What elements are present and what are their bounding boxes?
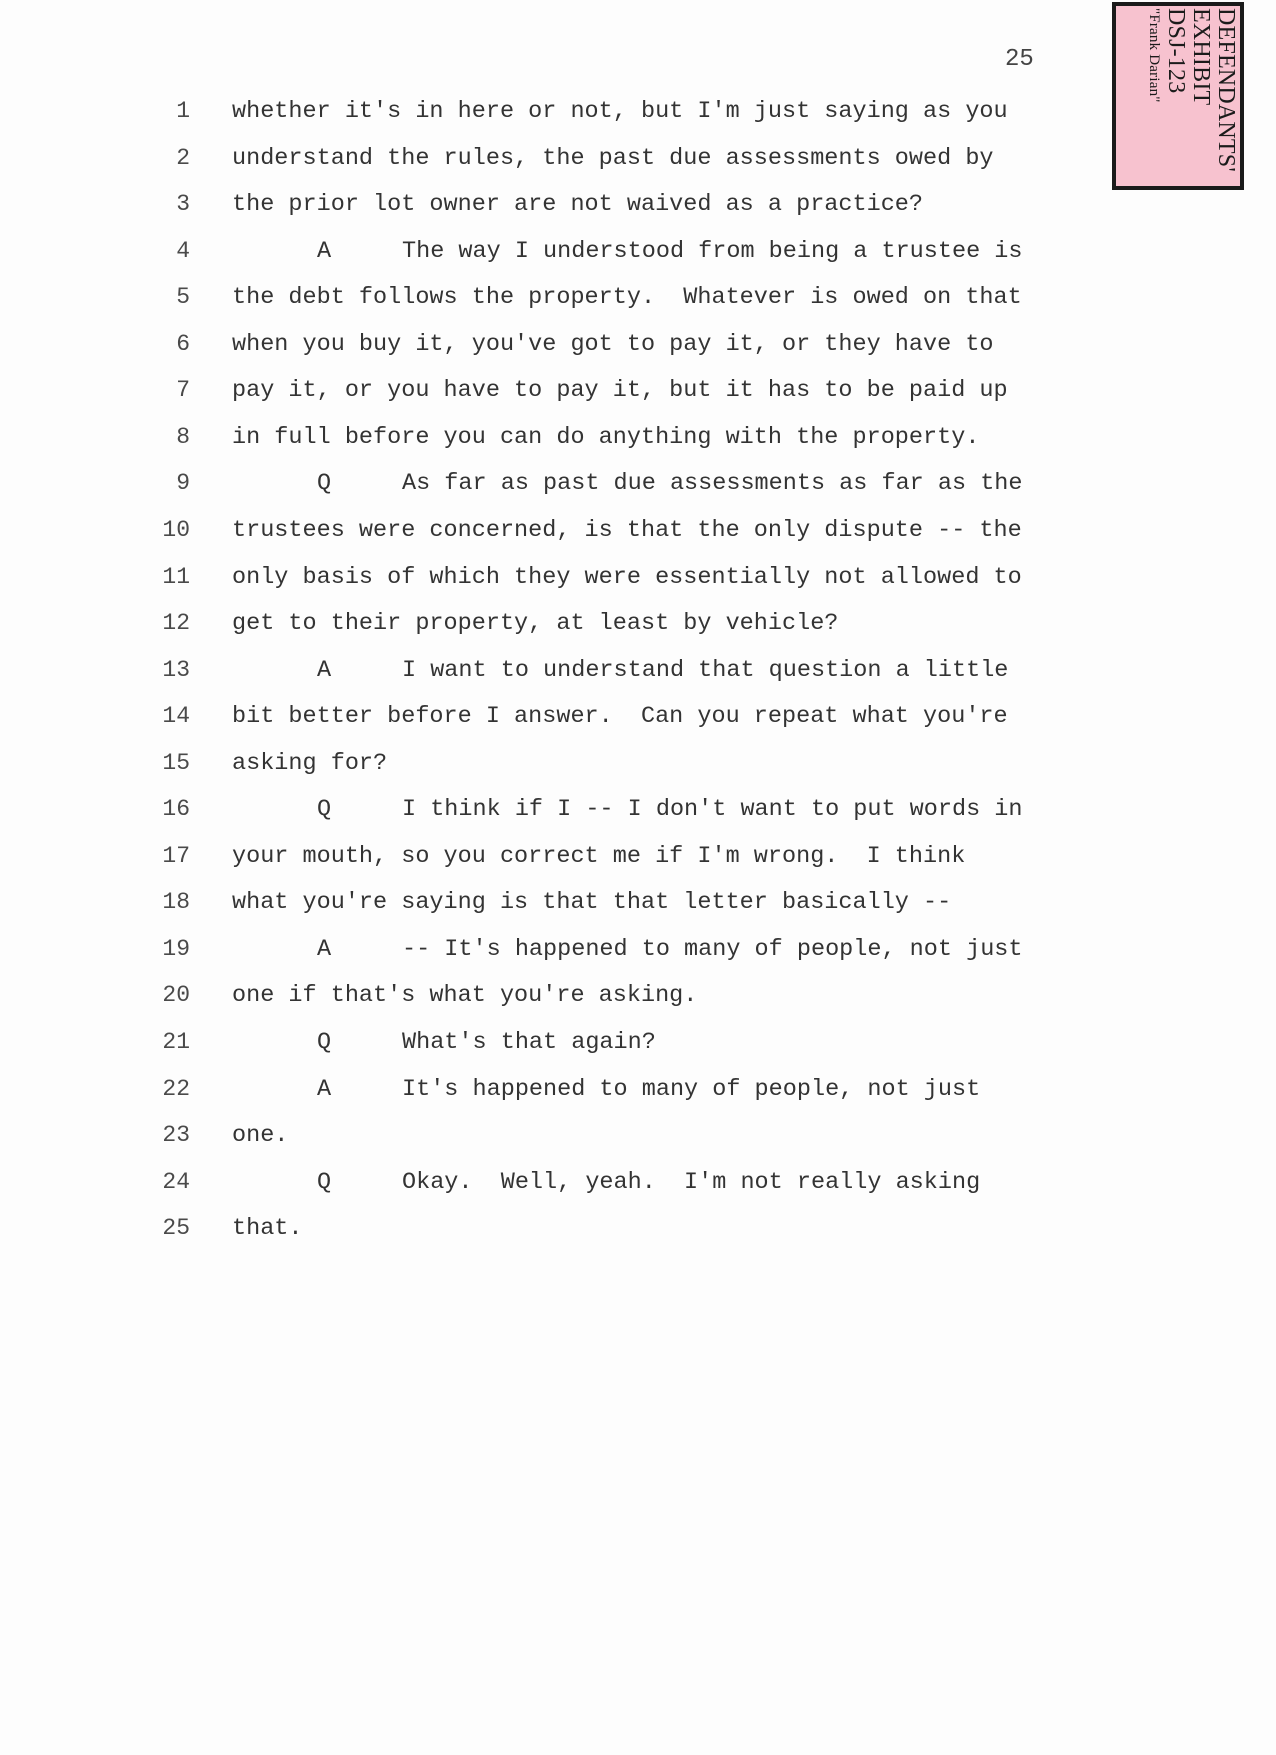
transcript-line [0,424,1100,464]
speaker-label: Q [317,1168,332,1196]
transcript-line [0,1029,1100,1069]
transcript-line [0,1076,1100,1116]
transcript-line [0,1122,1100,1162]
line-text: trustees were concerned, is that the only dispute -- the [232,516,1022,544]
line-text: I want to understand that question a little [402,656,1009,684]
line-text: Okay. Well, yeah. I'm not really asking [402,1168,981,1196]
line-number: 15 [162,749,190,776]
line-number: 4 [176,237,190,264]
line-number: 16 [162,796,190,823]
line-text: -- It's happened to many of people, not just [402,935,1023,963]
transcript-line [0,98,1100,138]
line-text: asking for? [232,749,388,777]
transcript-line [0,750,1100,790]
transcript-line [0,1169,1100,1209]
line-text: whether it's in here or not, but I'm just saying as you [232,98,1008,125]
line-text: that. [232,1215,303,1243]
line-text: It's happened to many of people, not just [402,1075,981,1103]
transcript-line [0,936,1100,976]
line-number: 5 [176,284,190,311]
line-number: 25 [162,1215,190,1242]
line-text: understand the rules, the past due assessments owed by [232,144,994,172]
line-text: The way I understood from being a trustee is [402,237,1023,265]
transcript-line [0,889,1100,929]
transcript-line [0,610,1100,650]
transcript-line [0,657,1100,697]
exhibit-title: EXHIBIT [1188,8,1214,106]
exhibit-sticker [1112,2,1244,190]
line-text: only basis of which they were essentially not allowed to [232,563,1022,591]
line-number: 10 [162,516,190,543]
line-number: 21 [162,1029,190,1055]
line-number: 11 [162,563,190,590]
transcript-line [0,331,1100,371]
speaker-label: A [317,935,332,963]
line-text: bit better before I answer. Can you repeat what you're [232,703,1008,731]
speaker-label: Q [317,1029,332,1056]
line-number: 18 [162,889,190,916]
transcript-line [0,703,1100,743]
line-number: 2 [176,144,190,171]
line-number: 17 [162,842,190,869]
transcript-line [0,238,1100,278]
line-number: 1 [176,98,190,124]
line-number: 19 [162,935,190,962]
speaker-label: A [317,237,332,265]
transcript-line [0,564,1100,604]
line-number: 22 [162,1075,190,1102]
line-text: the prior lot owner are not waived as a practice? [232,191,924,219]
line-text: what you're saying is that that letter basically -- [232,889,952,917]
line-text: your mouth, so you correct me if I'm wrong. I think [232,842,966,870]
exhibit-sticker-text [1118,8,1238,184]
line-number: 24 [162,1168,190,1195]
speaker-label: Q [317,796,332,824]
line-text: one. [232,1122,289,1150]
line-number: 9 [176,470,190,497]
line-number: 12 [162,610,190,637]
speaker-label: Q [317,470,332,498]
line-text: As far as past due assessments as far as the [402,470,1023,498]
line-text: What's that again? [402,1029,656,1056]
line-number: 7 [176,377,190,404]
line-number: 23 [162,1122,190,1149]
line-number: 6 [176,330,190,357]
exhibit-party: DEFENDANTS' [1213,8,1239,172]
line-text: in full before you can do anything with the property. [232,423,980,451]
line-number: 8 [176,423,190,450]
transcript-line [0,517,1100,557]
page-number: 25 [1005,46,1034,73]
exhibit-sticker-label [1116,6,1240,186]
transcript-line [0,796,1100,836]
line-number: 20 [162,982,190,1009]
line-text: get to their property, at least by vehicle? [232,610,839,638]
speaker-label: A [317,656,332,684]
line-text: when you buy it, you've got to pay it, or they have to [232,330,994,358]
line-text: pay it, or you have to pay it, but it has to be paid up [232,377,1008,405]
transcript-line [0,843,1100,883]
line-number: 3 [176,191,190,218]
line-text: the debt follows the property. Whatever is owed on that [232,284,1022,312]
transcript-line [0,470,1100,510]
transcript-line [0,1215,1100,1255]
line-text: one if that's what you're asking. [232,982,698,1010]
line-number: 13 [162,656,190,683]
transcript-line [0,145,1100,185]
exhibit-witness: "Frank Darian" [1146,8,1162,103]
transcript-line [0,191,1100,231]
line-number: 14 [162,703,190,730]
speaker-label: A [317,1075,332,1103]
exhibit-number: DSJ-123 [1163,8,1189,94]
transcript-line [0,284,1100,324]
transcript-line [0,377,1100,417]
line-text: I think if I -- I don't want to put words in [402,796,1023,824]
transcript-line [0,982,1100,1022]
